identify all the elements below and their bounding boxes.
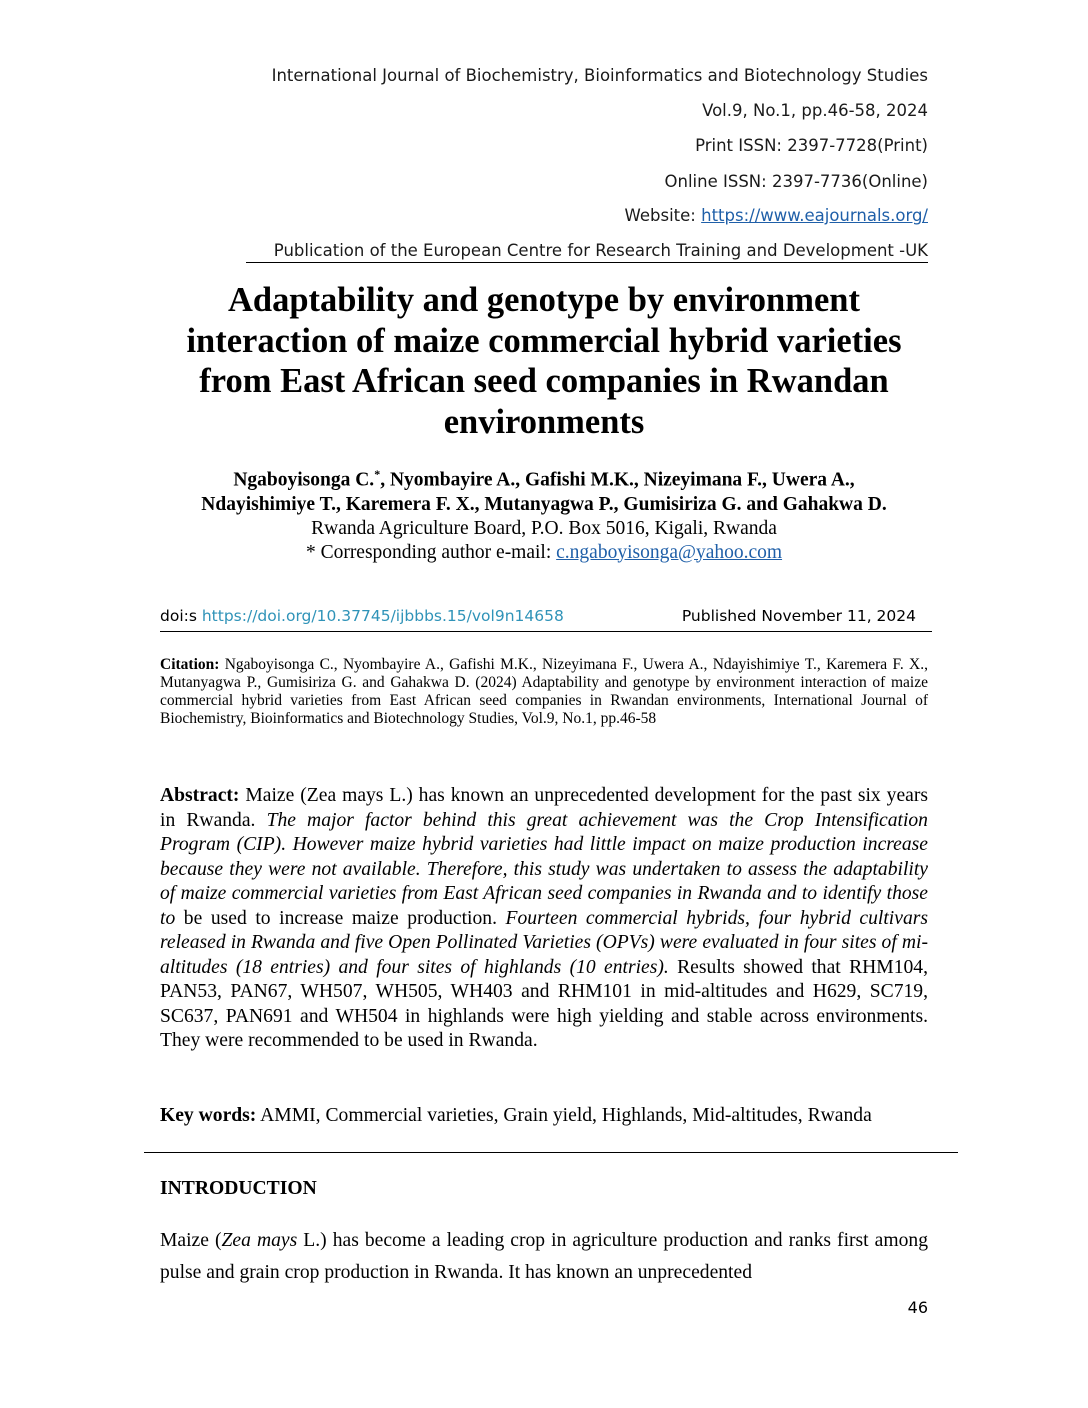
author-list: , Nyombayire A., Gafishi M.K., Nizeyimana F., Uwera A., <box>380 469 855 491</box>
keywords-text: AMMI, Commercial varieties, Grain yield, Highlands, Mid-altitudes, Rwanda <box>256 1105 872 1126</box>
citation <box>160 656 928 728</box>
intro-text: Maize ( <box>160 1230 222 1251</box>
intro-paragraph <box>160 1225 928 1289</box>
header-divider <box>246 262 928 263</box>
volume-info: Vol.9, No.1, pp.46-58, 2024 <box>702 101 928 120</box>
title-line: interaction of maize commercial hybrid varieties <box>186 321 902 360</box>
abstract <box>160 784 928 1054</box>
author-line <box>100 462 988 493</box>
section-heading: INTRODUCTION <box>160 1178 317 1199</box>
abstract-text: Results showed that RHM104, PAN53, PAN67, WH507, WH505, WH403 and RHM101 in mid-altitudes and H629, SC719, SC637, PAN691 and WH504 in highlands were high yielding and stable across environments. They were recommended to be used in Rwanda. <box>160 956 928 1051</box>
email-link[interactable]: c.ngaboyisonga@yahoo.com <box>556 541 783 563</box>
author-block <box>100 462 988 565</box>
doi-label: doi:s <box>160 607 202 625</box>
publisher-line: Publication of the European Centre for Research Training and Development -UK <box>273 241 928 260</box>
title-line: from East African seed companies in Rwandan <box>199 362 889 400</box>
keywords-label: Key words: <box>160 1105 257 1126</box>
citation-label: Citation: <box>160 656 220 673</box>
keywords <box>160 1104 928 1129</box>
first-author: Ngaboyisonga C. <box>233 469 375 491</box>
corresponding-label: * Corresponding author e-mail: <box>305 541 557 563</box>
doi-line <box>160 607 564 625</box>
affiliation: Rwanda Agriculture Board, P.O. Box 5016, Kigali, Rwanda <box>311 517 777 539</box>
website-label: Website: <box>624 206 702 225</box>
abstract-italic: Fourteen commercial hybrids, four hybrid cultivars released in Rwanda and five Open Pollinated Varieties (OPVs) were evaluated in four sites of mi-altitudes (18 entries) and four sites of highlands (10 entries). <box>160 907 928 978</box>
online-issn: Online ISSN: 2397-7736(Online) <box>664 172 928 191</box>
corresponding-author <box>100 541 988 565</box>
paper-title <box>100 280 988 442</box>
website-line <box>625 206 928 225</box>
journal-name: International Journal of Biochemistry, Bioinformatics and Biotechnology Studies <box>271 66 928 85</box>
published-date: Published November 11, 2024 <box>681 607 916 625</box>
species-name: Zea mays <box>221 1230 298 1251</box>
print-issn: Print ISSN: 2397-7728(Print) <box>695 136 928 155</box>
abstract-label: Abstract: <box>160 785 240 806</box>
intro-text: L.) has become a leading crop in agriculture production and ranks first among pulse and grain crop production in Rwanda. It has known an unprecedented <box>160 1230 928 1283</box>
doi-link[interactable]: https://doi.org/10.37745/ijbbbs.15/vol9n14658 <box>201 607 564 625</box>
title-line: Adaptability and genotype by environment <box>228 281 860 319</box>
abstract-text: Maize (Zea mays L.) has known an unprecedented development for the past six years in Rwanda. <box>160 785 928 831</box>
doi-row <box>160 607 932 632</box>
title-line: environments <box>443 402 645 441</box>
citation-text: Ngaboyisonga C., Nyombayire A., Gafishi M.K., Nizeyimana F., Uwera A., Ndayishimiye T., Karemera F. X., Mutanyagwa P., Gumisiriza G. and Gahakwa D. (2024) Adaptability and genotype by environment interaction of maize commercial hybrid varieties from East African seed companies in Rwandan environments, International Journal of Biochemistry, Bioinformatics and Biotechnology Studies, Vol.9, No.1, pp.46-58 <box>160 656 928 727</box>
page-number: 46 <box>907 1298 928 1317</box>
author-line: Ndayishimiye T., Karemera F. X., Mutanyagwa P., Gumisiriza G. and Gahakwa D. <box>201 493 887 515</box>
corresponding-mark: * <box>374 467 381 481</box>
abstract-text: be used to increase maize production. <box>175 907 506 929</box>
abstract-italic: The major factor behind this great achievement was the Crop Intensification Program (CIP). However maize hybrid varieties had little impact on maize production increase because they were not available. Therefore, this study was undertaken to assess the adaptability of maize commercial varieties from East African seed companies in Rwanda and to identify those to <box>160 809 928 929</box>
section-divider <box>144 1152 958 1153</box>
website-link[interactable]: https://www.eajournals.org/ <box>701 206 928 225</box>
